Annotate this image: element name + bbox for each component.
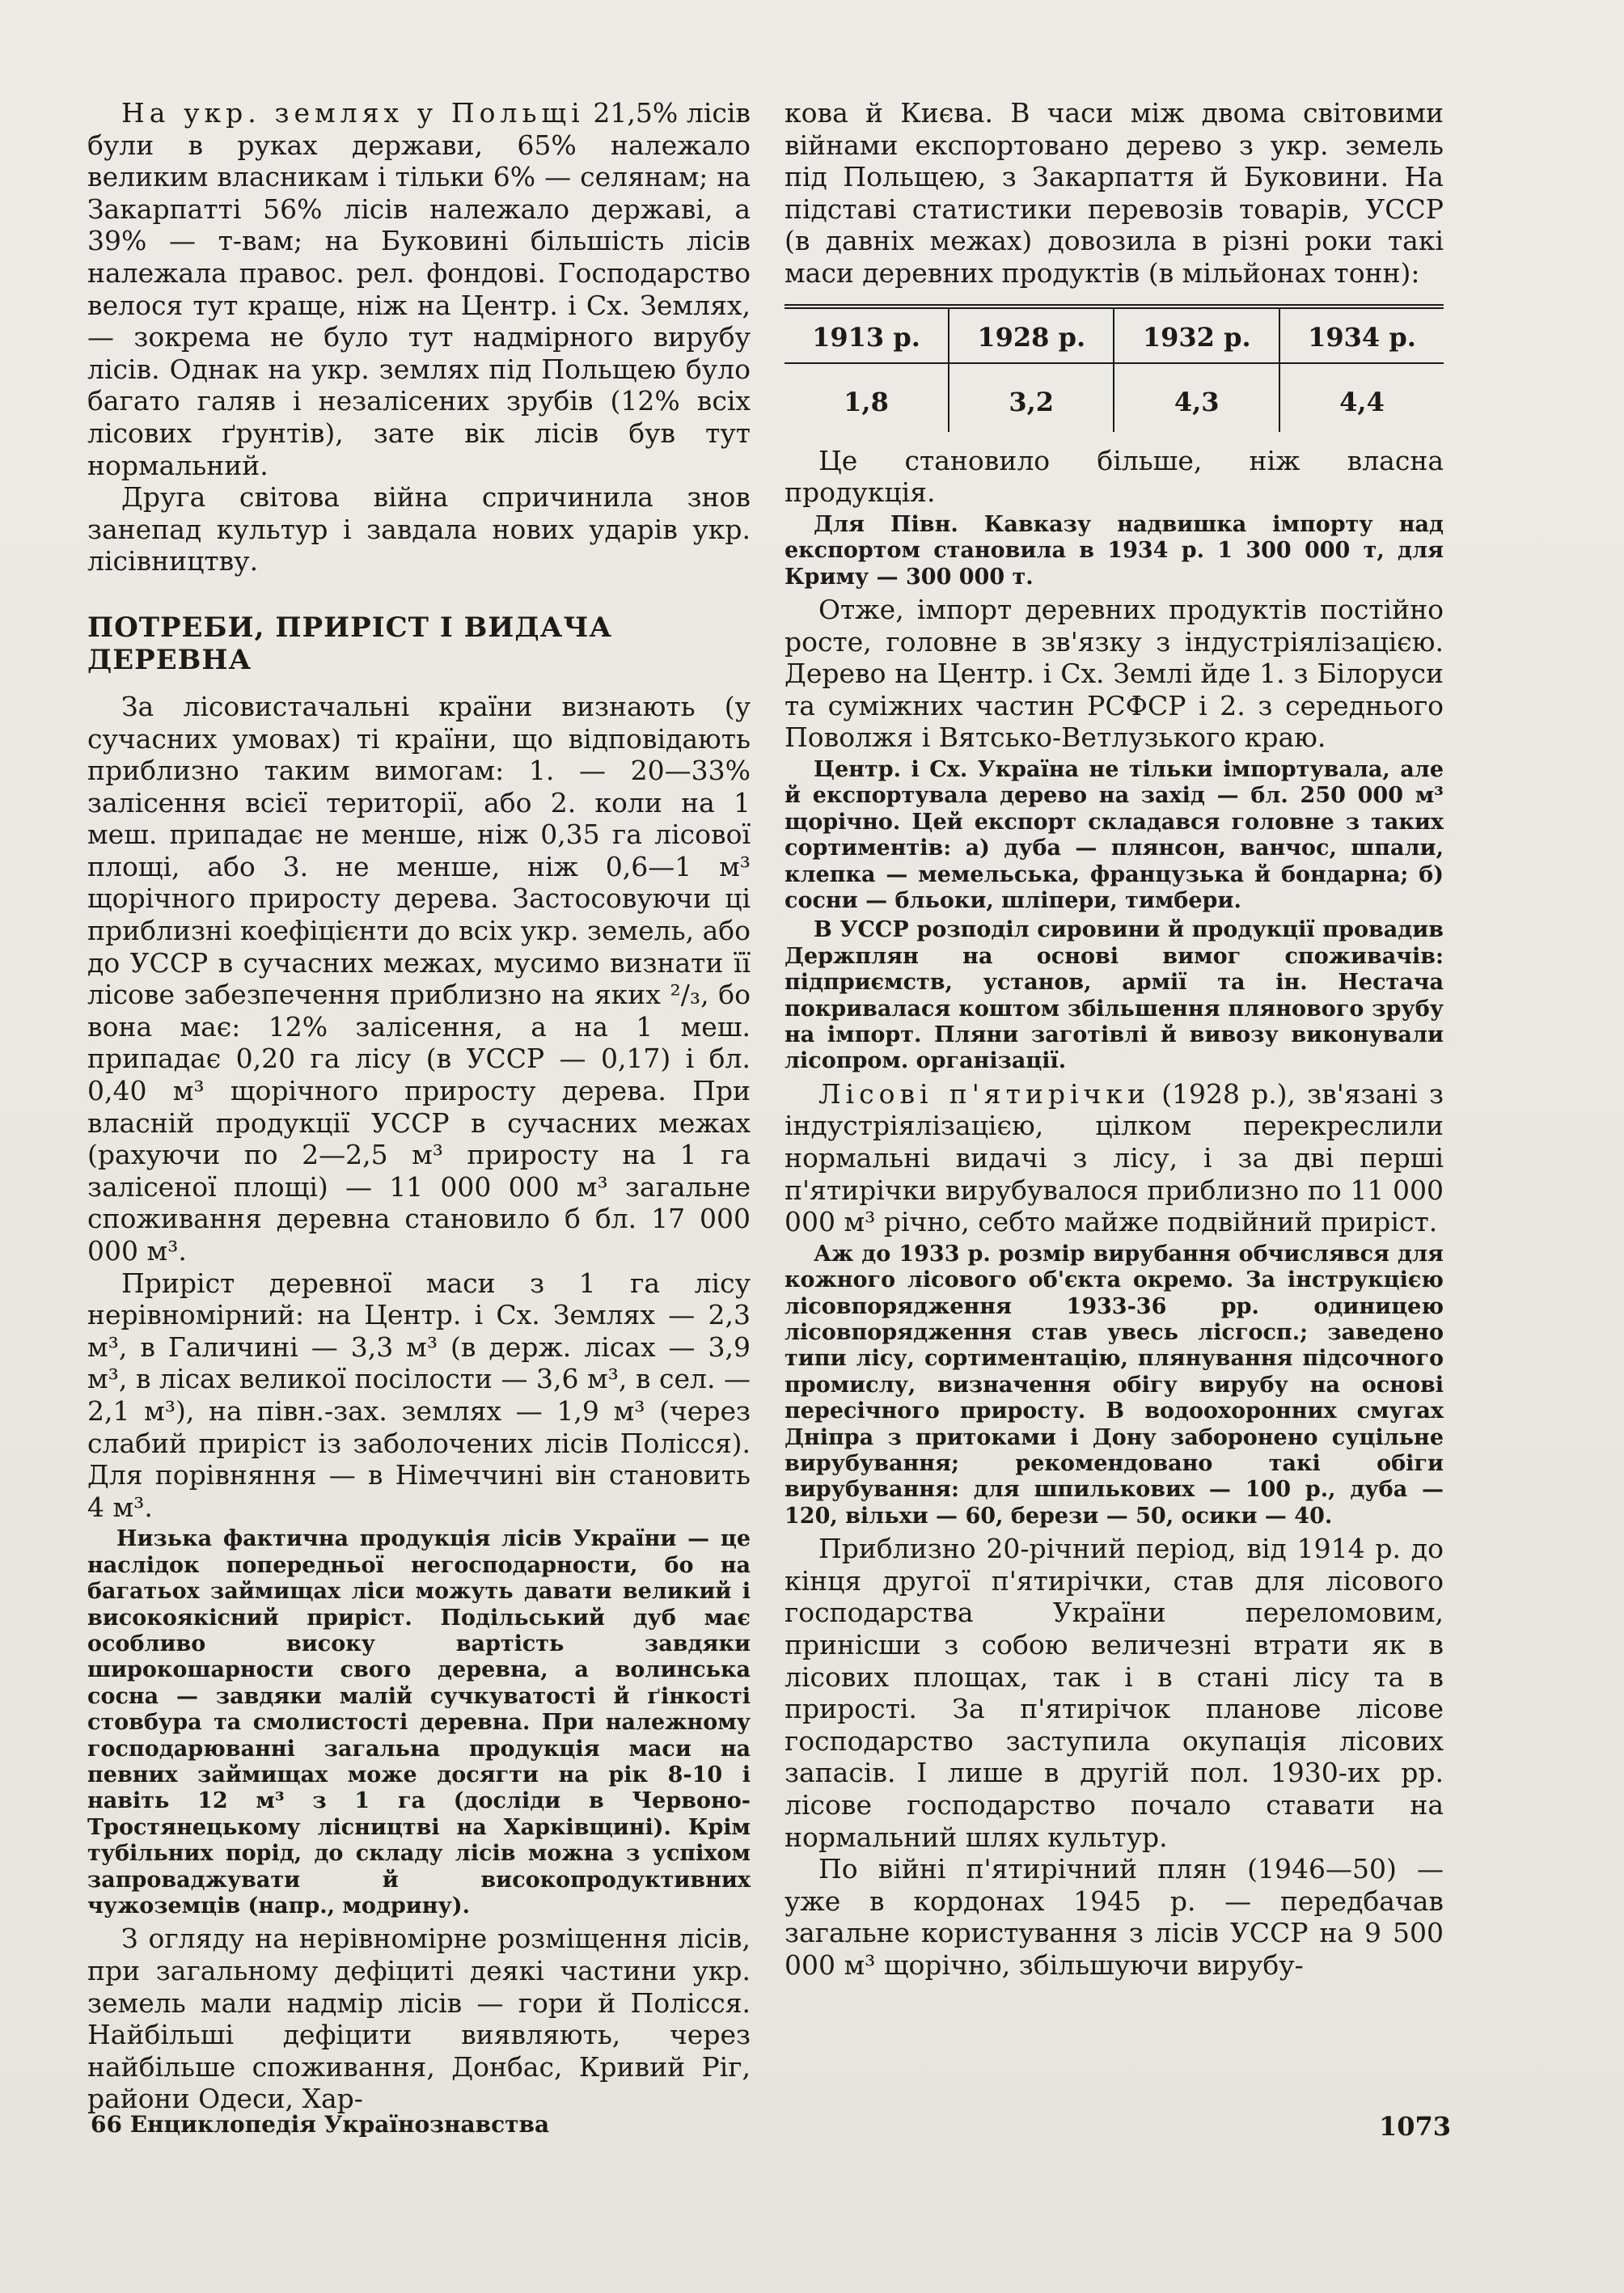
- page-number: 1073: [1379, 2111, 1452, 2142]
- note-paragraph: Центр. і Сх. Україна не тільки імпортувала, але й експортувала дерево на захід — бл. 250 000 м³ щорічно. Цей експорт складався головне з таких сортиментів: а) дуба — плянсон, ванчос, шпали, клепка — мемельська, французька й бондарна; б) сосни — бльоки, шліпери, тимбери.: [785, 756, 1444, 913]
- note-paragraph: Низька фактична продукція лісів України — це наслідок попередньої негосподарности, бо на багатьох займищах ліси можуть давати великий і високоякісний приріст. Подільський дуб має особливо високу вартість завдяки широкошарности свого деревна, а волинська сосна — завдяки малій сучкуватості й ґінкості стовбура та смолистості деревна. При належному господарюванні загальна продукція маси на певних займищах може досягти на рік 8-10 і навіть 12 м³ з 1 га (досліди в Червоно-Тростянецькому лісництві на Харківщині). Крім тубільних порід, до складу лісів можна з успіхом запроваджувати й високопродуктивних чужоземців (напр., модрину).: [87, 1526, 751, 1919]
- import-table: [785, 304, 1444, 432]
- paragraph-text: 21,5% лісів були в руках держави, 65% належало великим власникам і тільки 6% — селянам; на Закарпатті 56% лісів належало державі, а 39% — т-вам; на Буковині більшість лісів належала правос. рел. фондові. Господарство велося тут краще, ніж на Центр. і Сх. Землях, — зокрема не було тут надмірного вирубу лісів. Однак на укр. землях під Польщею було багато галяв і незалісених зрубів (12% всіх лісових ґрунтів), зате вік лісів був тут нормальний.: [87, 97, 751, 481]
- paragraph: За лісовистачальні країни визнають (у сучасних умовах) ті країни, що відповідають приблизно таким вимогам: 1. — 20—33% залісення всієї території, або 2. коли на 1 меш. припадає не менше, ніж 0,35 га лісової площі, або 3. не менше, ніж 0,6—1 м³ щорічного приросту дерева. Застосовуючи ці приблизні коефіцієнти до всіх укр. земель, або до УССР в сучасних межах, мусимо визнати її лісове забезпечення приблизно на яких ²/₃, бо вона має: 12% залісення, а на 1 меш. припадає 0,20 га лісу (в УССР — 0,17) і бл. 0,40 м³ щорічного приросту дерева. При власній продукції УССР в сучасних межах (рахуючи по 2—2,5 м³ приросту на 1 га залісеної площі) — 11 000 000 м³ загальне споживання деревна становило б бл. 17 000 000 м³.: [87, 690, 751, 1267]
- table-cell: 4,4: [1279, 363, 1444, 432]
- table-cell: 1,8: [844, 386, 889, 417]
- paragraph: Отже, імпорт деревних продуктів постійно росте, головне в зв'язку з індустріялізацією. Дерево на Центр. і Сх. Землі йде 1. з Білоруси та суміжних частин РСФСР і 2. з середнього Поволжя і Вятсько-Ветлузького краю.: [785, 593, 1444, 754]
- table-header-cell: 1913 р.: [785, 307, 949, 363]
- table-row: [785, 363, 1444, 432]
- note-paragraph: Аж до 1933 р. розмір вирубання обчислявся для кожного лісового об'єкта окремо. За інструкцією лісовпорядження 1933-36 рр. одиницею лісовпорядження став увесь лісгосп.; заведено типи лісу, сортиментацію, плянування підсочного промислу, визначення обігу вирубу на основі пересічного приросту. В водоохоронних смугах Дніпра з притоками і Дону заборонено суцільне вирубування; рекомендовано такі обіги вирубування: для шпилькових — 100 р., дуба — 120, вільхи — 60, берези — 50, осики — 40.: [785, 1241, 1444, 1529]
- paragraph-text: (1928 р.), зв'язані з індустріялізацією, цілком перекреслили нормальні видачі з лісу, і за дві перші п'ятирічки вирубувалося приблизно по 11 000 000 м³ річно, себто майже подвійний приріст.: [785, 1077, 1444, 1238]
- left-column: [87, 97, 751, 2115]
- note-paragraph: В УССР розподіл сировини й продукції провадив Держплян на основі вимог споживачів: підприємств, установ, армії та ін. Нестача покривалася коштом збільшення плянового зрубу на імпорт. Пляни заготівлі й вивозу виконували лісопром. організації.: [785, 917, 1444, 1074]
- table-header-row: [785, 307, 1444, 363]
- lead-phrase: На укр. землях у Польщі: [121, 97, 585, 129]
- paragraph: З огляду на нерівномірне розміщення лісів, при загальному дефіциті деякі частини укр. земель мали надмір лісів — гори й Полісся. Найбільші дефіцити виявляють, через найбільше споживання, Донбас, Кривий Ріг, райони Одеси, Хар-: [87, 1923, 751, 2115]
- section-heading: ПОТРЕБИ, ПРИРІСТ І ВИДАЧА ДЕРЕВНА: [87, 611, 613, 676]
- table-cell: 3,2: [949, 363, 1114, 432]
- paragraph: Друга світова війна спричинила знов занепад культур і завдала нових ударів укр. лісівництву.: [87, 481, 751, 577]
- paragraph: [785, 1078, 1444, 1238]
- paragraph: [87, 97, 751, 481]
- footer-signature: 66 Енциклопедія Українознавства: [91, 2111, 550, 2138]
- paragraph: Приріст деревної маси з 1 га лісу нерівномірний: на Центр. і Сх. Землях — 2,3 м³, в Галичині — 3,3 м³ (в держ. лісах — 3,9 м³, в лісах великої посілости — 3,6 м³, в сел. — 2,1 м³), на півн.-зах. землях — 1,9 м³ (через слабий приріст із заболочених лісів Полісся). Для порівняння — в Німеччині він становить 4 м³.: [87, 1267, 751, 1523]
- table-cell: 4,3: [1114, 363, 1279, 432]
- table-header-cell: 1932 р.: [1114, 307, 1279, 363]
- lead-phrase: Лісові п'ятирічки: [818, 1077, 1150, 1110]
- paragraph: Приблизно 20-річний період, від 1914 р. до кінця другої п'ятирічки, став для лісового господарства України переломовим, принісши з собою величезні втрати як в лісових площах, так і в стані лісу та в прирості. За п'ятирічок планове лісове господарство заступила окупація лісових запасів. І лише в другій пол. 1930-их рр. лісове господарство почало ставати на нормальний шлях культур.: [785, 1533, 1444, 1853]
- note-paragraph: Для Півн. Кавказу надвишка імпорту над експортом становила в 1934 р. 1 300 000 т, для Криму — 300 000 т.: [785, 511, 1444, 590]
- paragraph: По війні п'ятирічний плян (1946—50) — уже в кордонах 1945 р. — передбачав загальне користування з лісів УССР на 9 500 000 м³ щорічно, збільшуючи вирубу-: [785, 1853, 1444, 1981]
- table-header-cell: 1928 р.: [949, 307, 1114, 363]
- right-column: [785, 97, 1444, 1982]
- paragraph: кова й Києва. В часи між двома світовими війнами експортовано дерево з укр. земель під Польщею, з Закарпаття й Буковини. На підставі статистики перевозів товарів, УССР (в давніх межах) довозила в різні роки такі маси деревних продуктів (в мільйонах тонн):: [785, 97, 1444, 289]
- paragraph: Це становило більше, ніж власна продукція.: [785, 444, 1444, 509]
- table-header-cell: 1934 р.: [1279, 307, 1444, 363]
